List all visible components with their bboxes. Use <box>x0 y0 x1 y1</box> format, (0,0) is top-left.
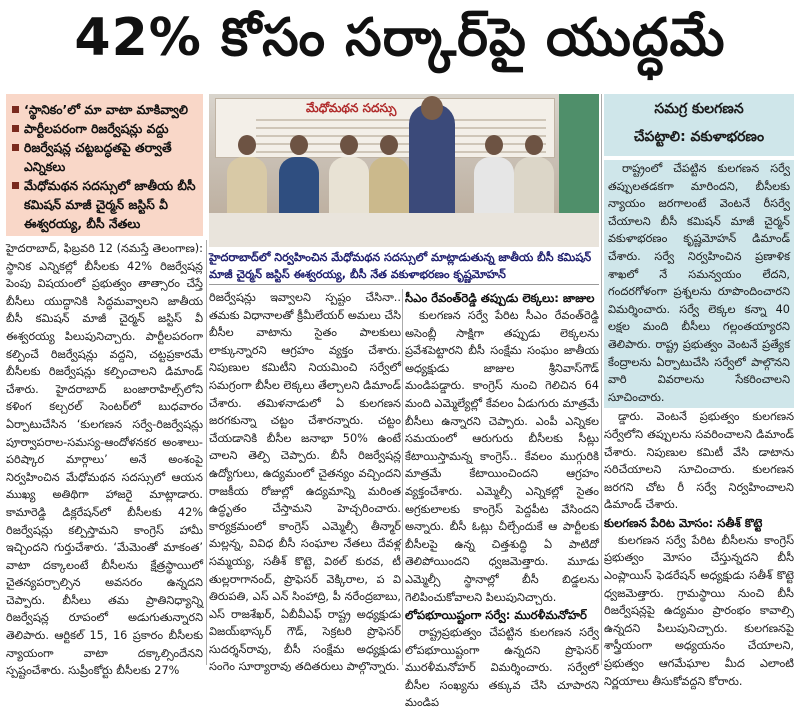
subheading: లోపభూయిష్టంగా సర్వే: మురళీమనోహర్ <box>405 608 587 623</box>
article-column-3 <box>405 289 599 710</box>
person-head <box>525 135 543 155</box>
paragraph: రిజర్వేషన్లు ఇవ్వాలని స్పష్టం చేసినా.. తమకు విధానాలతో క్రీమీలేయర్ అమలు చేసి బీసీల వాటాను సైతం పాలకులు లాక్కున్నారని ఆగ్రహం వ్యక్తం చేశారు. నిపుణుల కమిటీని నియమించి సర్వేలో సమగ్రంగా బీసీల లెక్కలు తేల్చాలని డిమాండ్ చేశారు. తమిళనాడులో ఏ కులగణన జరగకున్నా చట్టం చేశారన్నారు. చట్టం చేయడానికి బీసీల జనాభా 50% ఉంటే చాలని తెల్పి చెప్పారు. బీసీ రిజర్వేషన్ల ఉద్యోగులు, ఉద్యమంలో చైతన్యం వచ్చిందని రాజకీయ రోజుల్లో ఉద్యమాన్ని మరింత ఉద్ధృతం చేస్తామని హెచ్చరించారు. కార్యక్రమంలో కాంగ్రెస్ ఎమ్మెల్సీ తీన్మార్ మల్లన్న, వివిధ బీసీ సంఘాల నేతలు దేవళ్ల సమ్మయ్య, సతీశ్ కొట్టె, విఠల్ కురవ, టీ తుల్లరాగానంద్, ప్రొఫెసర్ వెక్కిరాల, ప వి తిరుపతి, ఎస్ ఎన్ సింహాద్రి, పీ నరేంద్రబాబు, ఎస్ రాజశేఖర్, ఏబీవీఎఫ్ రాష్ట్ర అధ్యక్షుడు విజయ్‌భాస్కర్ గౌడ్, సెక్రటరి ప్రొఫెసర్ సుదర్శన్‌రావు, బీసీ సంక్షేమ అధ్యక్షుడు సంగెం సూర్యారావు తదితరులు పాల్గొన్నారు. <box>209 291 401 674</box>
highlight-item: ‘స్థానికం’లో మా వాటా మాకివ్వాలి <box>12 100 197 119</box>
speaker-head <box>421 96 443 120</box>
seated-person <box>369 157 409 217</box>
side-story-box <box>604 160 794 408</box>
paragraph: రాష్ట్రప్రభుత్వం చేపట్టిన కులగణన సర్వే లోపభూయిష్టంగా ఉన్నదని ప్రొఫెసర్ మురళీమనోహర్ విమర్శించారు. సర్వేలో బీసీల సంఖ్యను తక్కువ చేసి చూపారని మండిప <box>405 626 599 710</box>
seated-person <box>279 157 319 217</box>
person-head <box>340 135 358 155</box>
background-wall <box>559 94 599 214</box>
paragraph: రాష్ట్రంలో చేపట్టిన కులగణన సర్వే తప్పులతడకగా మారిందని, బీసీలకు న్యాయం జరగాలంటే వెంటనే రీసర్వే చేయాలని బీసీ కమిషన్ మాజీ చైర్మన్ వకుళాభరణం కృష్ణమోహన్ డిమాండ్ చేశారు. సర్వే నిర్వహించిన ప్రణాళిక శాఖలో నే సమన్వయం లేదని, గందరగోళంగా ప్రశ్నలను రూపొందించారని విమర్శించారు. సర్వే లెక్కల కన్నా 40 లక్షల మంది బీసీలు గల్లంతయ్యారని తెలిపారు. రాష్ట్ర ప్రభుత్వం వెంటనే ప్రత్యేక కేంద్రాలను ఏర్పాటుచేసి సర్వేలో పాల్గొనని వారి వివరాలను సేకరించాలని సూచించారు. <box>608 162 790 404</box>
seated-person <box>227 157 267 217</box>
seated-person <box>329 157 369 217</box>
side-story-header <box>604 94 794 156</box>
article-column-2 <box>209 289 401 674</box>
person-head <box>290 135 308 155</box>
seated-person <box>514 157 554 217</box>
subheading: సీఎం రేవంత్‌రెడ్డి తప్పుడు లెక్కలు: జాజుల <box>405 291 595 305</box>
article-column-4 <box>604 160 794 688</box>
paragraph: కులగణన సర్వే పేరిట సీఎం రేవంత్‌రెడ్డి అసెంబ్లీ సాక్షిగా తప్పుడు లెక్కలను ప్రవేశపెట్టారని బీసీ సంక్షేమ సంఘం జాతీయ అధ్యక్షుడు జాజుల శ్రీనివాస్‌గౌడ్ మండిపడ్డారు. కాంగ్రెస్ నుంచి గెలిచిన 64 మంది ఎమ్మెల్యేల్లో కేవలం ఏడుగురు మాత్రమే బీసీలు ఉన్నారని చెప్పారు. ఎంపీ ఎన్నికల సమయంలో ఆరుగురు బీసీలకు సీట్లు కేటాయిస్తామన్న కాంగ్రెస్.. కేవలం ముగ్గురికి మాత్రమే కేటాయించిందని ఆగ్రహం వ్యక్తంచేశారు. ఎమ్మెల్సీ ఎన్నికల్లో సైతం అగ్రకులాలకు కాంగ్రెస్ పెద్దపీట వేసిందని అన్నారు. బీసీ ఓట్లు చీల్చేందుకే ఆ పార్టీలకు బీసీలపై ఉన్న చిత్తశుద్ధి ఏ పాటిదో తెలిపోయిందని ధ్వజమెత్తారు. మూడు ఎమ్మెల్సీ స్థానాల్లో బీసీ బిడ్డలను గెలిపించుకోవాలని పిలుపునిచ్చారు. <box>405 309 599 604</box>
paragraph: డ్డారు. వెంటనే ప్రభుత్వం కులగణన సర్వేలోని తప్పులను సవరించాలని డిమాండ్ చేశారు. నిపుణుల కమిటీ వేసి డాటాను సరిచేయాలని సూచించారు. కులగణన జరగని చోట రీ సర్వే నిర్వహించాలని డిమాండ్ చేశారు. <box>604 410 794 512</box>
person-head <box>380 135 398 155</box>
column-divider <box>601 94 602 665</box>
subheading: కులగణన పేరిట మోసం: సతీశ్ కొట్టె <box>604 515 763 530</box>
side-story-subtitle: చేపట్టాలి: వకుళాభరణం <box>633 129 765 145</box>
column-divider <box>206 240 207 665</box>
highlight-item: మేధోమథన సదస్సులో జాతీయ బీసీ కమిషన్ మాజీ చైర్మన్ జస్టిస్ వీ ఈశ్వరయ్య, బీసీ నేతలు <box>12 176 197 233</box>
highlight-item: రిజర్వేషన్ల చట్టబద్ధతపై తర్వాతే ఎన్నికలు <box>12 138 197 176</box>
headline: 42% కోసం సర్కార్‌పై యుద్ధమే <box>74 7 726 68</box>
dais-table <box>209 213 599 247</box>
banner-title: మేధోమథన సదస్సు <box>306 101 397 115</box>
lead-paragraph: హైదరాబాద్, ఫిబ్రవరి 12 (నమస్తే తెలంగాణ): స్థానిక ఎన్నికల్లో బీసీలకు 42% రిజర్వేషన్ల పెంపు విషయంలో ప్రభుత్వం తాత్సారం చేస్తే బీసీలు యుద్ధానికి సిద్ధమవ్వాలని జాతీయ బీసీ కమిషన్ మాజీ చైర్మన్ జస్టిస్ వీ ఈశ్వరయ్య పిలుపునిచ్చారు. పార్టీలపరంగా కల్పించే రిజర్వేషన్లు వద్దని, చట్టప్రకారమే బీసీలకు రిజర్వేషన్లు కల్పించాలని డిమాండ్ చేశారు. హైదరాబాద్ బంజారాహిల్స్‌లోని కళింగ కల్చరల్ సెంటర్‌లో బుధవారం ఏర్పాటుచేసిన ‘కులగణన సర్వే-రిజర్వేషన్లు పూర్వాపరాల-సమస్య-ఆందోళనకర అంశాలు-పరిష్కార మార్గాలు’ అనే అంశంపై నిర్వహించిన మేధోమథన సదస్సులో ఆయన ముఖ్య అతిథిగా హాజరై మాట్లాడారు. కామారెడ్డి డిక్లరేషన్‌లో బీసీలకు 42% రిజర్వేషన్లు కల్పిస్తామని కాంగ్రెస్ హామీ ఇచ్చిందని గుర్తుచేశారు. ‘మేమెంతో మాకంత’ వాటా దక్కాలంటే బీసీలను క్షేత్రస్థాయిలో చైతన్యపర్చాల్సిన అవసరం ఉన్నదని చెప్పారు. బీసీలు తమ ప్రాతినిధ్యాన్ని రిజర్వేషన్ల రూపంలో అడుగుతున్నారని తెలిపారు. ఆర్టికల్ 15, 16 ప్రకారం బీసీలకు న్యాయంగా వాటా దక్కాల్సిందేనని స్పష్టంచేశారు. సుప్రీంకోర్టు బీసీలకు 27% <box>6 242 203 678</box>
side-story-title: సమగ్ర కులగణన <box>654 101 744 117</box>
event-photo <box>209 94 599 247</box>
column-divider <box>402 289 403 665</box>
seated-person <box>474 157 514 217</box>
photo-caption: హైదరాబాద్‌లో నిర్వహించిన మేధోమథన సదస్సులో మాట్లాడుతున్న జాతీయ బీసీ కమిషన్ మాజీ చైర్మన్ జస్టిస్ ఈశ్వరయ్య, బీసీ నేత వకుళాభరణం కృష్ణమోహన్ <box>209 249 599 285</box>
highlight-item: పార్టీలపరంగా రిజర్వేషన్లు వద్దు <box>12 119 197 138</box>
paragraph: కులగణన సర్వే పేరిట బీసీలను కాంగ్రెస్ ప్రభుత్వం మోసం చేస్తున్నదని బీసీ ఎంప్లాయిస్ ఫెడరేషన్ అధ్యక్షుడు సతీశ్ కొట్టె ధ్వజమెత్తారు. గ్రామస్థాయి నుంచి బీసీ రిజర్వేషన్లపై ఉద్యమం ప్రారంభం కావాల్సి ఉన్నదని పిలుపునిచ్చారు. కులగణనపై శాస్త్రీయంగా అధ్యయనం చేయాలని, ప్రభుత్వం ఆగమేఘాల మీద ఎలాంటి నిర్ణయాలు తీసుకోవద్దని కోరారు. <box>604 533 794 688</box>
article-column-1 <box>6 240 203 678</box>
person-head <box>485 135 503 155</box>
highlights-box <box>6 94 203 236</box>
person-head <box>238 135 256 155</box>
